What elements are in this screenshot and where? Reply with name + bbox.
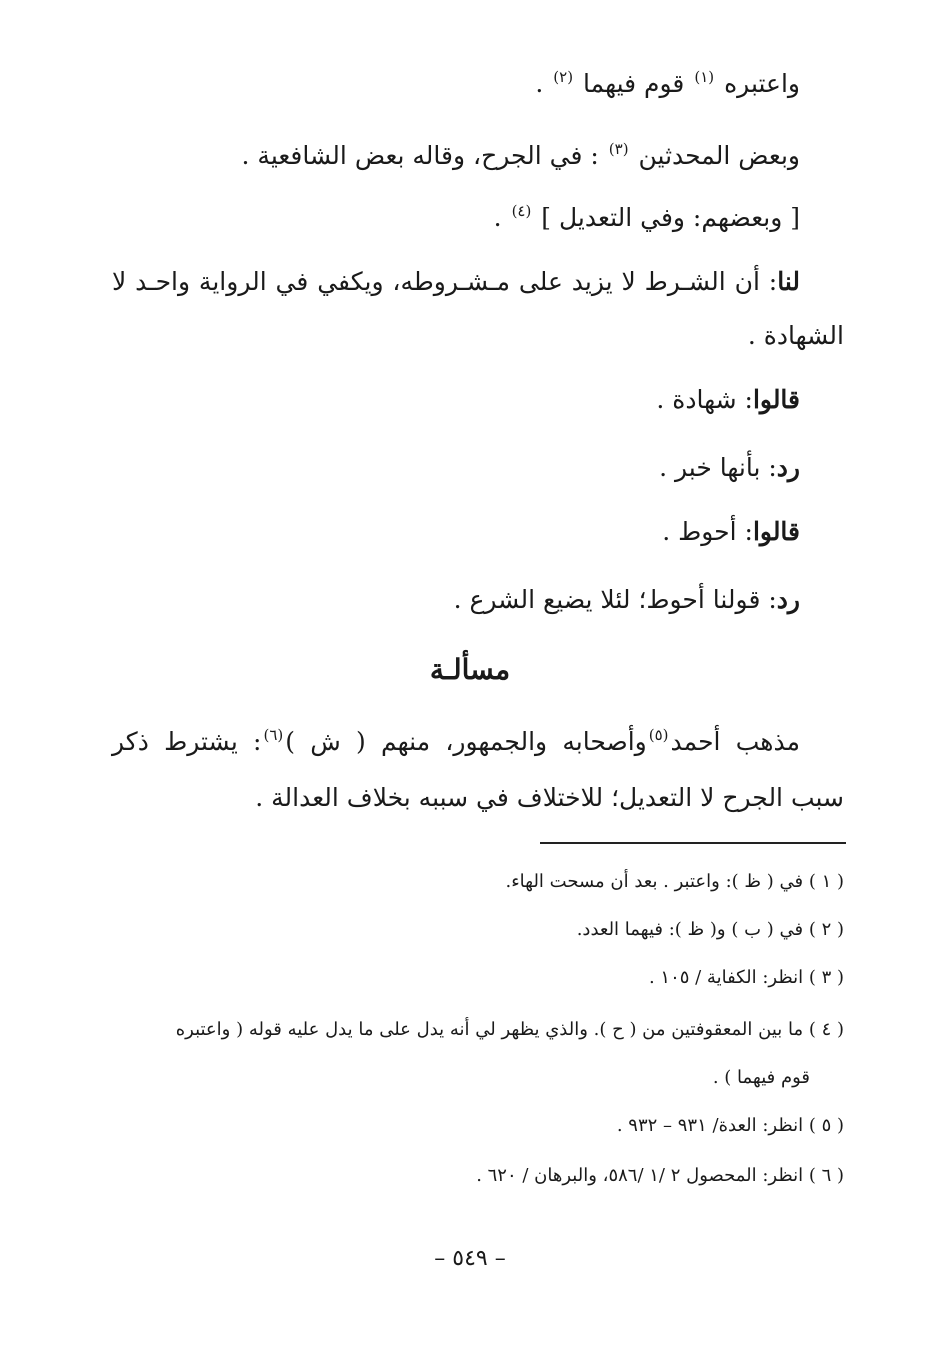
text-segment: : يشترط ذكر <box>112 727 262 756</box>
label-radd: رد <box>776 585 800 614</box>
footnote-continuation: قوم فيهما ) . <box>712 1067 810 1088</box>
text-segment: [ وبعضهم: وفي التعديل ] <box>541 203 800 232</box>
text-segment: . <box>535 69 544 98</box>
footnote-ref: (٥) <box>648 726 669 744</box>
text-segment: : قولنا أحوط؛ لئلا يضيع الشرع . <box>453 585 777 614</box>
text-segment: : شهادة . <box>656 385 753 414</box>
text-segment: سبب الجرح لا التعديل؛ للاختلاف في سببه بخلاف العدالة . <box>255 783 844 812</box>
label-qalu: قالوا <box>752 385 800 414</box>
text-segment: الشهادة . <box>747 321 844 350</box>
label-lana: لنا <box>777 267 800 296</box>
footnote-ref: (٢) <box>553 68 574 86</box>
text-segment: وبعض المحدثين <box>638 141 800 170</box>
footnote-separator <box>540 842 846 844</box>
footnote: ( ٦ ) انظر: المحصول ٢ /١ /٥٨٦، والبرهان / ٦٢٠ . <box>476 1165 844 1186</box>
paragraph-line <box>110 780 844 816</box>
text-segment: : في الجرح، وقاله بعض الشافعية . <box>241 141 599 170</box>
label-radd: رد <box>776 453 800 482</box>
footnote-ref: (٣) <box>608 140 629 158</box>
footnote: ( ٣ ) انظر: الكفاية / ١٠٥ . <box>648 967 844 988</box>
text-segment: : أحوط . <box>662 517 753 546</box>
footnote-ref: (٦) <box>263 726 284 744</box>
footnote-ref: (٤) <box>511 202 532 220</box>
paragraph-line <box>110 318 844 354</box>
footnote-ref: (١) <box>694 68 715 86</box>
paragraph-line <box>112 264 800 300</box>
paragraph-line <box>110 382 800 418</box>
paragraph-line <box>112 724 800 763</box>
text-segment: وأصحابه والجمهور، منهم ( ش ) <box>285 727 647 756</box>
paragraph-line <box>110 514 800 550</box>
footnote: ( ١ ) في ( ظ ): واعتبر . بعد أن مسحت الهاء. <box>505 871 844 892</box>
footnote: ( ٢ ) في ( ب ) و( ظ ): فيهما العدد. <box>576 919 844 940</box>
paragraph-line <box>110 582 800 618</box>
text-segment: واعتبره <box>724 69 800 98</box>
text-segment: . <box>493 203 502 232</box>
footnote: ( ٤ ) ما بين المعقوفتين من ( ح ). والذي يظهر لي أنه يدل على ما يدل عليه قوله ( واعتبره <box>175 1019 844 1040</box>
paragraph-line <box>110 450 800 486</box>
page-number: – ٥٤٩ – <box>434 1246 506 1271</box>
text-segment: : بأنها خبر . <box>659 453 777 482</box>
paragraph-line <box>110 66 800 105</box>
paragraph-line <box>110 138 800 177</box>
section-heading: مسألـة <box>429 653 511 686</box>
text-segment: مذهب أحمد <box>670 727 800 756</box>
paragraph-line <box>110 200 800 239</box>
text-segment: : أن الشـرط لا يزيد على مـشـروطه، ويكفي في الرواية واحـد لا <box>112 267 778 296</box>
label-qalu: قالوا <box>752 517 800 546</box>
text-segment: قوم فيهما <box>583 69 685 98</box>
footnote: ( ٥ ) انظر: العدة/ ٩٣١ – ٩٣٢ . <box>616 1115 844 1136</box>
